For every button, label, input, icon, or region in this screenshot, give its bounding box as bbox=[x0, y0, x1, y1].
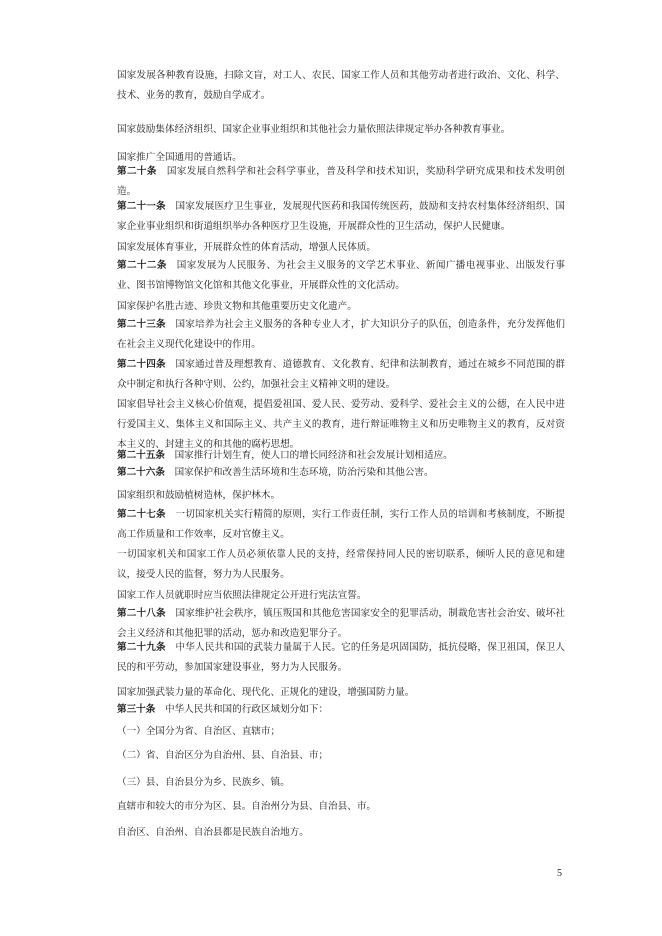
paragraph bbox=[117, 586, 565, 606]
paragraph bbox=[117, 297, 565, 317]
article-paragraph bbox=[117, 505, 565, 545]
article-paragraph bbox=[117, 355, 565, 395]
paragraph-text: （二）省、自治区分为自治州、县、自治县、市； bbox=[117, 750, 329, 761]
article-number: 第二十六条 bbox=[117, 467, 165, 478]
paragraph bbox=[117, 797, 565, 817]
paragraph-text: （一）全国分为省、自治区、直辖市； bbox=[117, 726, 281, 737]
article-number: 第二十八条 bbox=[117, 608, 166, 619]
paragraph bbox=[117, 66, 565, 106]
paragraph-text: 国家保护名胜古迹、珍贵文物和其他重要历史文化遗产。 bbox=[117, 301, 357, 312]
list-item bbox=[117, 746, 565, 766]
paragraph-text: 国家保护和改善生活环境和生态环境，防治污染和其他公害。 bbox=[174, 467, 434, 478]
list-item bbox=[117, 773, 565, 793]
list-item bbox=[117, 722, 565, 742]
paragraph-text: 国家发展医疗卫生事业，发展现代医药和我国传统医药，鼓励和支持农村集体经济组织、国家企业事业组织和街道组织举办各种医疗卫生设施，开展群众性的卫生活动，保护人民健康。 bbox=[117, 201, 566, 232]
paragraph-text: 一切国家机关和国家工作人员必须依靠人民的支持，经常保持同人民的密切联系，倾听人民的意见和建议，接受人民的监督，努力为人民服务。 bbox=[117, 549, 565, 580]
paragraph-text: 国家倡导社会主义核心价值观，提倡爱祖国、爱人民、爱劳动、爱科学、爱社会主义的公德，在人民中进行爱国主义、集体主义和国际主义、共产主义的教育，进行辩证唯物主义和历史唯物主义的教育，反对资本主义的、封建主义的和其他的腐朽思想。 bbox=[117, 399, 565, 450]
paragraph bbox=[117, 238, 565, 258]
article-number: 第二十九条 bbox=[117, 642, 166, 653]
paragraph-text: 国家发展体育事业，开展群众性的体育活动，增强人民体质。 bbox=[117, 242, 377, 253]
article-number: 第三十条 bbox=[117, 704, 156, 715]
article-number: 第二十四条 bbox=[117, 359, 166, 370]
paragraph-text: 国家推广全国通用的普通话。 bbox=[117, 152, 242, 163]
paragraph-text: 国家加强武装力量的革命化、现代化、正规化的建设，增强国防力量。 bbox=[117, 687, 415, 698]
paragraph-text: 国家工作人员就职时应当依照法律规定公开进行宪法宣誓。 bbox=[117, 590, 367, 601]
article-number: 第二十二条 bbox=[117, 260, 167, 271]
article-number: 第二十五条 bbox=[117, 450, 165, 461]
article-number: 第二十一条 bbox=[117, 201, 166, 212]
article-paragraph bbox=[117, 162, 565, 202]
article-paragraph bbox=[117, 197, 565, 237]
paragraph-text: （三）县、自治县分为乡、民族乡、镇。 bbox=[117, 777, 290, 788]
paragraph-text: 国家鼓励集体经济组织、国家企业事业组织和其他社会力量依照法律规定举办各种教育事业。 bbox=[117, 124, 511, 135]
paragraph-text: 中华人民共和国的行政区域划分如下： bbox=[164, 704, 329, 715]
paragraph bbox=[117, 120, 565, 140]
paragraph-text: 中华人民共和国的武装力量属于人民。它的任务是巩固国防，抵抗侵略，保卫祖国，保卫人民的和平劳动，参加国家建设事业，努力为人民服务。 bbox=[117, 642, 566, 673]
article-paragraph bbox=[117, 700, 565, 720]
paragraph-text: 国家推行计划生育，使人口的增长同经济和社会发展计划相适应。 bbox=[174, 450, 453, 461]
paragraph-text: 自治区、自治州、自治县都是民族自治地方。 bbox=[117, 827, 309, 838]
paragraph-text: 国家发展各种教育设施，扫除文盲，对工人、农民、国家工作人员和其他劳动者进行政治、文化、科学、技术、业务的教育，鼓励自学成才。 bbox=[117, 70, 565, 101]
article-number: 第二十七条 bbox=[117, 509, 166, 520]
article-paragraph bbox=[117, 638, 565, 678]
article-number: 第二十三条 bbox=[117, 319, 166, 330]
paragraph-text: 国家培养为社会主义服务的各种专业人才，扩大知识分子的队伍，创造条件，充分发挥他们在社会主义现代化建设中的作用。 bbox=[117, 319, 566, 350]
paragraph bbox=[117, 545, 565, 585]
paragraph-text: 国家组织和鼓励植树造林，保护林木。 bbox=[117, 490, 281, 501]
paragraph-text: 国家发展自然科学和社会科学事业，普及科学和技术知识，奖励科学研究成果和技术发明创造。 bbox=[117, 166, 566, 197]
paragraph bbox=[117, 486, 565, 506]
article-paragraph bbox=[117, 315, 565, 355]
page-number: 5 bbox=[557, 868, 562, 879]
article-number: 第二十条 bbox=[117, 166, 157, 177]
paragraph-text: 国家通过普及理想教育、道德教育、文化教育、纪律和法制教育，通过在城乡不同范围的群众中制定和执行各种守则、公约，加强社会主义精神文明的建设。 bbox=[117, 359, 566, 390]
paragraph-text: 直辖市和较大的市分为区、县。自治州分为县、自治县、市。 bbox=[117, 801, 377, 812]
paragraph-text: 国家发展为人民服务、为社会主义服务的文学艺术事业、新闻广播电视事业、出版发行事业、图书馆博物馆文化馆和其他文化事业，开展群众性的文化活动。 bbox=[117, 260, 566, 291]
paragraph bbox=[117, 823, 565, 843]
paragraph-text: 国家维护社会秩序，镇压叛国和其他危害国家安全的犯罪活动，制裁危害社会治安、破坏社会主义经济和其他犯罪的活动，惩办和改造犯罪分子。 bbox=[117, 608, 566, 639]
article-paragraph bbox=[117, 256, 565, 296]
paragraph-text: 一切国家机关实行精简的原则，实行工作责任制，实行工作人员的培训和考核制度，不断提高工作质量和工作效率，反对官僚主义。 bbox=[117, 509, 566, 540]
article-paragraph bbox=[117, 463, 565, 483]
